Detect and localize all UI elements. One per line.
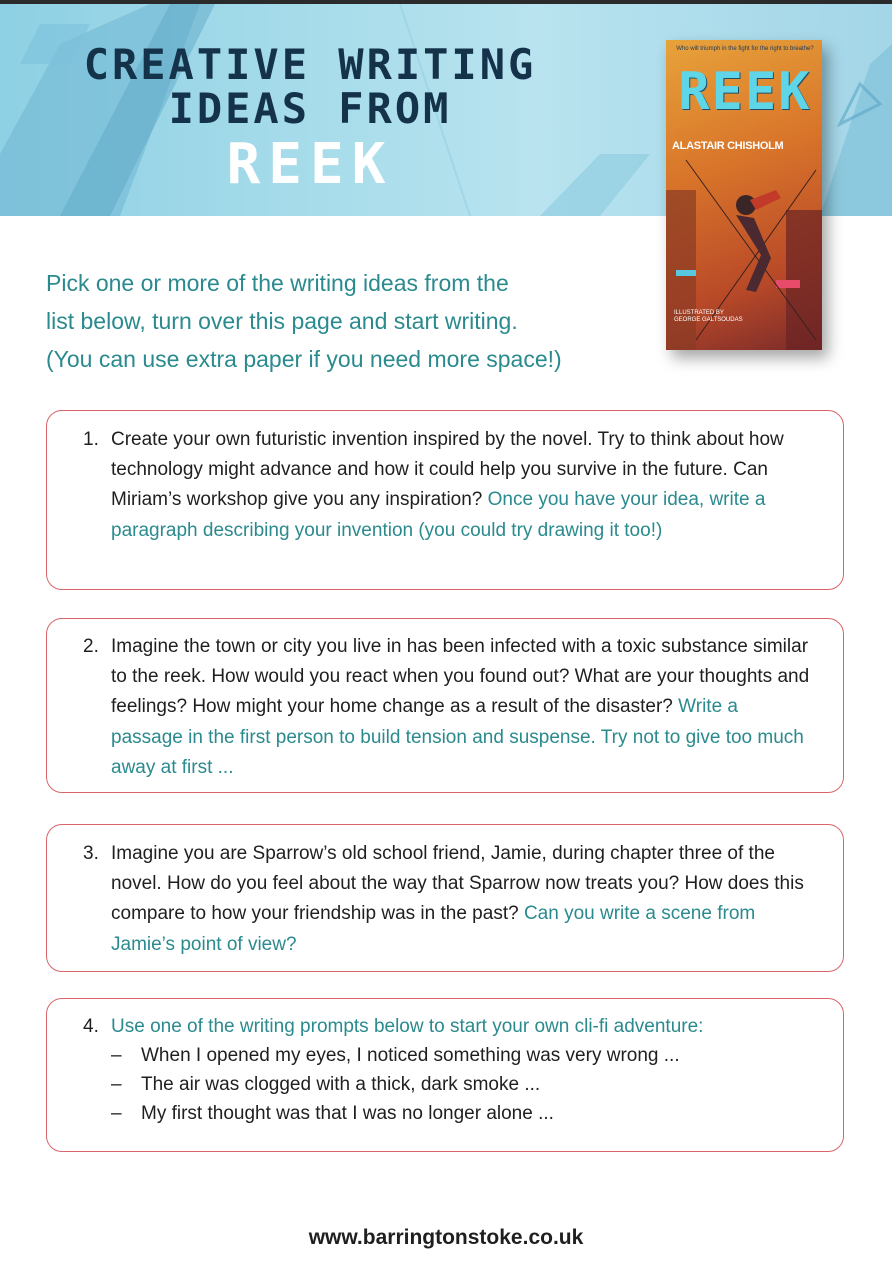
idea-body [111,632,811,783]
idea-highlight: Once you have your idea, write a paragraph describing your invention (you could try drawing it too!) [111,489,766,541]
idea-card-3 [46,824,844,972]
header-title-line-3: REEK [226,132,394,197]
idea-highlight: Use one of the writing prompts below to start your own cli-fi adventure: [111,1016,704,1037]
idea-number: 1. [83,429,99,450]
idea-body [111,1012,811,1128]
header-title-line-2: IDEAS FROM [168,84,452,133]
book-tagline: Who will triumph in the fight for the right to breathe? [676,46,814,52]
prompt-text: The air was clogged with a thick, dark smoke ... [141,1074,541,1095]
idea-body [111,425,811,546]
prompt-dash: – [111,1045,122,1066]
idea-text: Create your own futuristic invention inspired by the novel. Try to think about how technology might advance and how it could help you survive in the future. Can Miriam’s workshop give you any inspiration? [111,429,784,511]
intro-line-3: (You can use extra paper if you need more space!) [46,346,562,372]
footer-url[interactable]: www.barringtonstoke.co.uk [308,1226,584,1249]
prompt-item [111,1099,811,1128]
prompt-dash: – [111,1074,122,1095]
prompt-text: My first thought was that I was no longer alone ... [141,1103,554,1124]
prompt-dash: – [111,1103,122,1124]
book-author: ALASTAIR CHISHOLM [672,140,784,152]
book-illustrator-label: ILLUSTRATED BY [674,310,724,316]
idea-card-1 [46,410,844,590]
book-illustrator-name: GEORGE GALTSOUDAS [674,317,743,323]
idea-card-4 [46,998,844,1152]
idea-text: Imagine you are Sparrow’s old school friend, Jamie, during chapter three of the novel. How do you feel about the way that Sparrow now treats you? How does this compare to how your friendship was in the past? [111,843,804,925]
book-title: REEK [678,62,812,122]
intro-text [46,264,626,378]
idea-highlight: Write a passage in the first person to build tension and suspense. Try not to give too much away at first ... [111,696,804,778]
book-illustrator [674,310,774,324]
idea-card-2 [46,618,844,793]
header-title-line-1: CREATIVE WRITING [83,40,537,89]
intro-line-1: Pick one or more of the writing ideas from the [46,270,509,296]
idea-text: Imagine the town or city you live in has been infected with a toxic substance similar to the reek. How would you react when you found out? What are your thoughts and feelings? How might your home change as a result of the disaster? [111,636,810,718]
idea-highlight: Can you write a scene from Jamie’s point of view? [111,903,756,955]
idea-body [111,839,811,960]
intro-line-2: list below, turn over this page and start writing. [46,308,518,334]
prompt-item [111,1041,811,1070]
prompt-text: When I opened my eyes, I noticed something was very wrong ... [141,1045,680,1066]
prompt-item [111,1070,811,1099]
idea-number: 3. [83,843,99,864]
idea-number: 4. [83,1016,99,1037]
idea-number: 2. [83,636,99,657]
book-cover [666,40,822,350]
